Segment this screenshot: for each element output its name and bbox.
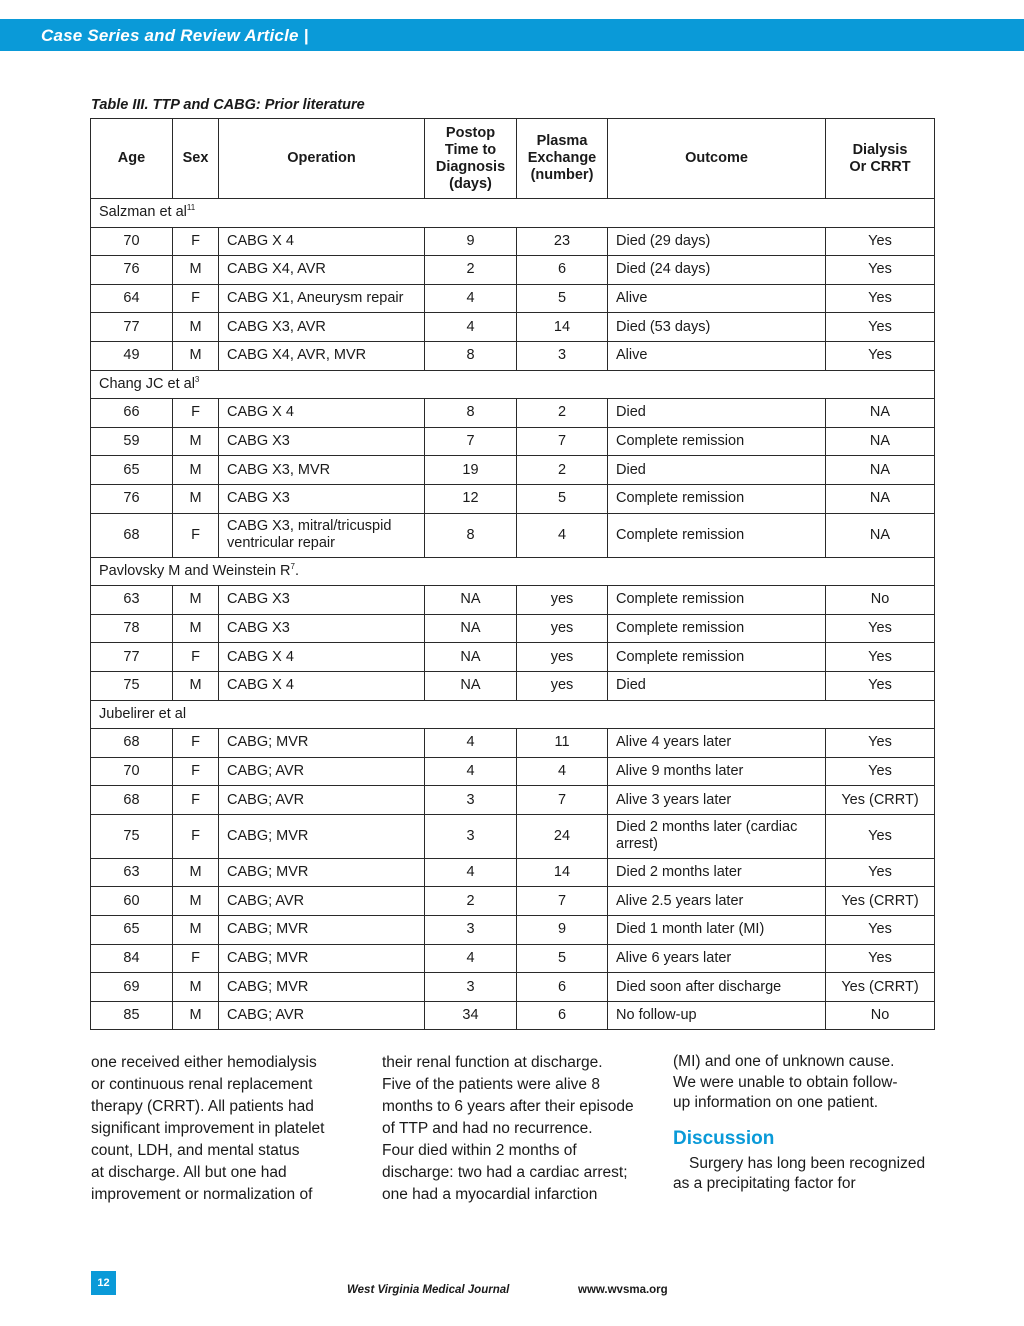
cell-operation: CABG; MVR bbox=[219, 814, 425, 858]
cell-age: 65 bbox=[91, 456, 173, 485]
body-column-1 bbox=[91, 1052, 351, 1206]
cell-sex: M bbox=[173, 614, 219, 643]
reference-number: 3 bbox=[194, 375, 200, 385]
cell-sex: M bbox=[173, 456, 219, 485]
cell-plasma: 6 bbox=[517, 1001, 608, 1030]
cell-outcome: Died 2 months later (cardiac arrest) bbox=[608, 814, 826, 858]
col-header-dialysis bbox=[826, 119, 935, 199]
cell-outcome: Alive 6 years later bbox=[608, 944, 826, 973]
cell-plasma: 7 bbox=[517, 427, 608, 456]
table-row bbox=[91, 284, 935, 313]
col-header-plasma bbox=[517, 119, 608, 199]
body-line: months to 6 years after their episode bbox=[382, 1098, 634, 1115]
cell-postop: 34 bbox=[425, 1001, 517, 1030]
table-row bbox=[91, 916, 935, 945]
body-line: one received either hemodialysis bbox=[91, 1054, 317, 1071]
cell-outcome: Died bbox=[608, 456, 826, 485]
cell-postop: 3 bbox=[425, 973, 517, 1002]
table-body bbox=[91, 199, 935, 1030]
cell-plasma: 2 bbox=[517, 399, 608, 428]
cell-sex: M bbox=[173, 887, 219, 916]
table-row bbox=[91, 887, 935, 916]
cell-sex: F bbox=[173, 399, 219, 428]
cell-outcome: Complete remission bbox=[608, 484, 826, 513]
page-number: 12 bbox=[91, 1271, 116, 1295]
footer-url[interactable]: www.wvsma.org bbox=[578, 1284, 668, 1296]
cell-postop: 8 bbox=[425, 341, 517, 370]
table-row bbox=[91, 614, 935, 643]
cell-dialysis: Yes bbox=[826, 814, 935, 858]
reference-number: 7 bbox=[290, 562, 295, 571]
cell-outcome: Died (53 days) bbox=[608, 313, 826, 342]
cell-dialysis: NA bbox=[826, 456, 935, 485]
cell-operation: CABG X4, AVR, MVR bbox=[219, 341, 425, 370]
cell-postop: 4 bbox=[425, 729, 517, 758]
col-header-outcome: Outcome bbox=[608, 119, 826, 199]
cell-plasma: 4 bbox=[517, 513, 608, 557]
study-name: Chang JC et al bbox=[99, 375, 195, 392]
cell-operation: CABG X3 bbox=[219, 586, 425, 615]
body-column-3 bbox=[673, 1052, 943, 1195]
cell-postop: 3 bbox=[425, 916, 517, 945]
cell-outcome: Died 1 month later (MI) bbox=[608, 916, 826, 945]
group-row bbox=[91, 370, 935, 399]
cell-outcome: Died bbox=[608, 399, 826, 428]
study-name-suffix: . bbox=[294, 562, 300, 579]
cell-outcome: Complete remission bbox=[608, 614, 826, 643]
cell-operation: CABG; MVR bbox=[219, 944, 425, 973]
cell-outcome: Complete remission bbox=[608, 643, 826, 672]
cell-age: 76 bbox=[91, 256, 173, 285]
group-row bbox=[91, 700, 935, 729]
cell-age: 75 bbox=[91, 814, 173, 858]
cell-postop: 12 bbox=[425, 484, 517, 513]
cell-outcome: Alive bbox=[608, 284, 826, 313]
cell-dialysis: Yes bbox=[826, 858, 935, 887]
cell-operation: CABG X3 bbox=[219, 484, 425, 513]
dialysis-line: Or CRRT bbox=[849, 158, 911, 175]
body-line: as a precipitating factor for bbox=[673, 1175, 856, 1192]
cell-dialysis: Yes bbox=[826, 313, 935, 342]
cell-age: 66 bbox=[91, 399, 173, 428]
cell-age: 78 bbox=[91, 614, 173, 643]
body-line: improvement or normalization of bbox=[91, 1186, 313, 1203]
cell-outcome: Alive 9 months later bbox=[608, 757, 826, 786]
cell-age: 63 bbox=[91, 858, 173, 887]
cell-postop: 4 bbox=[425, 944, 517, 973]
cell-dialysis: NA bbox=[826, 427, 935, 456]
cell-outcome: Alive 3 years later bbox=[608, 786, 826, 815]
cell-operation: CABG X1, Aneurysm repair bbox=[219, 284, 425, 313]
cell-outcome: Died (29 days) bbox=[608, 227, 826, 256]
cell-postop: 7 bbox=[425, 427, 517, 456]
table-row bbox=[91, 227, 935, 256]
cell-age: 70 bbox=[91, 227, 173, 256]
table-row bbox=[91, 427, 935, 456]
cell-operation: CABG X3, MVR bbox=[219, 456, 425, 485]
cell-operation: CABG X 4 bbox=[219, 643, 425, 672]
cell-outcome: Died 2 months later bbox=[608, 858, 826, 887]
cell-age: 60 bbox=[91, 887, 173, 916]
postop-line: (days) bbox=[449, 175, 492, 192]
cell-sex: M bbox=[173, 256, 219, 285]
plasma-line: Plasma bbox=[536, 133, 588, 149]
cell-age: 76 bbox=[91, 484, 173, 513]
cell-operation: CABG; AVR bbox=[219, 786, 425, 815]
cell-dialysis: Yes (CRRT) bbox=[826, 887, 935, 916]
cell-operation: CABG; MVR bbox=[219, 973, 425, 1002]
body-line: We were unable to obtain follow- bbox=[673, 1073, 898, 1091]
cell-postop: 4 bbox=[425, 858, 517, 887]
body-column-2 bbox=[382, 1052, 642, 1206]
table-header-row bbox=[91, 119, 935, 199]
body-line: therapy (CRRT). All patients had bbox=[91, 1098, 314, 1115]
table-caption: Table III. TTP and CABG: Prior literature bbox=[91, 97, 365, 113]
cell-dialysis: Yes bbox=[826, 227, 935, 256]
cell-operation: CABG X 4 bbox=[219, 399, 425, 428]
cell-dialysis: Yes bbox=[826, 757, 935, 786]
cell-operation: CABG X3 bbox=[219, 427, 425, 456]
cell-postop: 8 bbox=[425, 399, 517, 428]
section-title: Case Series and Review Article | bbox=[41, 26, 309, 45]
cell-dialysis: NA bbox=[826, 399, 935, 428]
body-line: their renal function at discharge. bbox=[382, 1054, 603, 1071]
cell-dialysis: Yes bbox=[826, 284, 935, 313]
cell-dialysis: Yes bbox=[826, 341, 935, 370]
cell-outcome: Died (24 days) bbox=[608, 256, 826, 285]
cell-age: 68 bbox=[91, 786, 173, 815]
cell-sex: F bbox=[173, 814, 219, 858]
cell-postop: NA bbox=[425, 671, 517, 700]
table-row bbox=[91, 399, 935, 428]
cell-sex: M bbox=[173, 586, 219, 615]
body-line: discharge: two had a cardiac arrest; bbox=[382, 1164, 628, 1181]
dialysis-line: Dialysis bbox=[852, 141, 908, 158]
cell-plasma: 5 bbox=[517, 484, 608, 513]
cell-plasma: yes bbox=[517, 671, 608, 700]
cell-dialysis: Yes bbox=[826, 729, 935, 758]
cell-dialysis: No bbox=[826, 586, 935, 615]
cell-plasma: 7 bbox=[517, 887, 608, 916]
table-row bbox=[91, 341, 935, 370]
cell-plasma: 9 bbox=[517, 916, 608, 945]
cell-plasma: 6 bbox=[517, 256, 608, 285]
cell-sex: M bbox=[173, 1001, 219, 1030]
discussion-heading: Discussion bbox=[673, 1127, 775, 1149]
cell-sex: M bbox=[173, 427, 219, 456]
table-row bbox=[91, 256, 935, 285]
cell-postop: 4 bbox=[425, 757, 517, 786]
table-row bbox=[91, 313, 935, 342]
body-line: count, LDH, and mental status bbox=[91, 1142, 300, 1159]
cell-operation: CABG X 4 bbox=[219, 671, 425, 700]
cell-plasma: 6 bbox=[517, 973, 608, 1002]
cell-outcome: Died soon after discharge bbox=[608, 973, 826, 1002]
cell-postop: NA bbox=[425, 586, 517, 615]
cell-plasma: 14 bbox=[517, 313, 608, 342]
cell-postop: 4 bbox=[425, 313, 517, 342]
cell-postop: 2 bbox=[425, 256, 517, 285]
col-header-postop bbox=[425, 119, 517, 199]
study-group-label bbox=[91, 199, 935, 228]
cell-dialysis: Yes bbox=[826, 944, 935, 973]
cell-dialysis: Yes bbox=[826, 671, 935, 700]
cell-dialysis: Yes bbox=[826, 643, 935, 672]
body-line: Surgery has long been recognized bbox=[689, 1154, 926, 1172]
cell-outcome: Died bbox=[608, 671, 826, 700]
cell-age: 70 bbox=[91, 757, 173, 786]
cell-outcome: Complete remission bbox=[608, 427, 826, 456]
cell-outcome: Alive 2.5 years later bbox=[608, 887, 826, 916]
table-row bbox=[91, 456, 935, 485]
cell-age: 63 bbox=[91, 586, 173, 615]
col-header-sex: Sex bbox=[173, 119, 219, 199]
cell-sex: F bbox=[173, 729, 219, 758]
cell-sex: F bbox=[173, 284, 219, 313]
table-row bbox=[91, 513, 935, 557]
cell-age: 64 bbox=[91, 284, 173, 313]
cell-postop: 3 bbox=[425, 786, 517, 815]
cell-plasma: 3 bbox=[517, 341, 608, 370]
cell-age: 75 bbox=[91, 671, 173, 700]
table-row bbox=[91, 729, 935, 758]
table-row bbox=[91, 1001, 935, 1030]
cell-age: 84 bbox=[91, 944, 173, 973]
cell-plasma: yes bbox=[517, 643, 608, 672]
cell-outcome: No follow-up bbox=[608, 1001, 826, 1030]
body-line: Four died within 2 months of bbox=[382, 1142, 577, 1159]
study-group-label bbox=[91, 700, 935, 729]
cell-sex: M bbox=[173, 313, 219, 342]
col-header-age: Age bbox=[91, 119, 173, 199]
cell-plasma: yes bbox=[517, 586, 608, 615]
cell-plasma: 11 bbox=[517, 729, 608, 758]
postop-line: Diagnosis bbox=[435, 158, 506, 175]
cell-outcome: Complete remission bbox=[608, 586, 826, 615]
cell-outcome: Alive 4 years later bbox=[608, 729, 826, 758]
cell-postop: 2 bbox=[425, 887, 517, 916]
cell-sex: M bbox=[173, 916, 219, 945]
study-group-label bbox=[91, 370, 935, 399]
cell-operation: CABG X3 bbox=[219, 614, 425, 643]
cell-age: 85 bbox=[91, 1001, 173, 1030]
study-name: Salzman et al bbox=[99, 204, 187, 221]
cell-dialysis: Yes (CRRT) bbox=[826, 973, 935, 1002]
cell-operation: CABG X3, AVR bbox=[219, 313, 425, 342]
table-row bbox=[91, 671, 935, 700]
cell-dialysis: Yes bbox=[826, 256, 935, 285]
table-row bbox=[91, 757, 935, 786]
cell-dialysis: Yes bbox=[826, 916, 935, 945]
group-row bbox=[91, 199, 935, 228]
footer-journal-name: West Virginia Medical Journal bbox=[347, 1284, 510, 1296]
cell-outcome: Complete remission bbox=[608, 513, 826, 557]
cell-sex: M bbox=[173, 341, 219, 370]
cell-outcome: Alive bbox=[608, 341, 826, 370]
cell-age: 69 bbox=[91, 973, 173, 1002]
body-line: Five of the patients were alive 8 bbox=[382, 1076, 600, 1093]
table-row bbox=[91, 973, 935, 1002]
cell-sex: F bbox=[173, 643, 219, 672]
cell-sex: F bbox=[173, 513, 219, 557]
cell-sex: F bbox=[173, 786, 219, 815]
cell-postop: 19 bbox=[425, 456, 517, 485]
body-line: one had a myocardial infarction bbox=[382, 1186, 598, 1203]
cell-operation: CABG; AVR bbox=[219, 1001, 425, 1030]
cell-dialysis: NA bbox=[826, 484, 935, 513]
cell-operation: CABG X4, AVR bbox=[219, 256, 425, 285]
reference-number: 11 bbox=[186, 203, 196, 213]
cell-dialysis: NA bbox=[826, 513, 935, 557]
postop-line: Time to bbox=[444, 141, 497, 158]
cell-sex: M bbox=[173, 858, 219, 887]
cell-operation: CABG; MVR bbox=[219, 858, 425, 887]
cell-operation: CABG; MVR bbox=[219, 916, 425, 945]
cell-operation: CABG; MVR bbox=[219, 729, 425, 758]
cell-plasma: 4 bbox=[517, 757, 608, 786]
body-line: (MI) and one of unknown cause. bbox=[673, 1053, 895, 1070]
group-row bbox=[91, 557, 935, 586]
cell-sex: F bbox=[173, 944, 219, 973]
cell-age: 59 bbox=[91, 427, 173, 456]
cell-age: 77 bbox=[91, 643, 173, 672]
cell-dialysis: Yes bbox=[826, 614, 935, 643]
table-row bbox=[91, 643, 935, 672]
cell-operation: CABG; AVR bbox=[219, 887, 425, 916]
cell-age: 49 bbox=[91, 341, 173, 370]
table-row bbox=[91, 858, 935, 887]
cell-age: 77 bbox=[91, 313, 173, 342]
cell-sex: F bbox=[173, 757, 219, 786]
cell-dialysis: Yes (CRRT) bbox=[826, 786, 935, 815]
header-banner bbox=[0, 19, 1024, 51]
body-line: or continuous renal replacement bbox=[91, 1076, 313, 1093]
table-row bbox=[91, 484, 935, 513]
cell-sex: M bbox=[173, 671, 219, 700]
cell-plasma: 5 bbox=[517, 284, 608, 313]
postop-line: Postop bbox=[445, 124, 496, 141]
table-row bbox=[91, 814, 935, 858]
cell-plasma: yes bbox=[517, 614, 608, 643]
cell-operation: CABG; AVR bbox=[219, 757, 425, 786]
table-row bbox=[91, 586, 935, 615]
cell-sex: F bbox=[173, 227, 219, 256]
study-name: Pavlovsky M and Weinstein R bbox=[99, 562, 291, 579]
body-line: up information on one patient. bbox=[673, 1094, 879, 1111]
literature-table bbox=[90, 118, 935, 1030]
cell-plasma: 5 bbox=[517, 944, 608, 973]
body-line: of TTP and had no recurrence. bbox=[382, 1120, 593, 1137]
cell-age: 68 bbox=[91, 729, 173, 758]
cell-age: 68 bbox=[91, 513, 173, 557]
cell-postop: NA bbox=[425, 643, 517, 672]
cell-sex: M bbox=[173, 973, 219, 1002]
cell-plasma: 14 bbox=[517, 858, 608, 887]
col-header-operation: Operation bbox=[219, 119, 425, 199]
plasma-line: (number) bbox=[530, 167, 594, 183]
cell-sex: M bbox=[173, 484, 219, 513]
cell-plasma: 2 bbox=[517, 456, 608, 485]
cell-postop: 8 bbox=[425, 513, 517, 557]
cell-postop: 3 bbox=[425, 814, 517, 858]
cell-operation: CABG X 4 bbox=[219, 227, 425, 256]
study-name: Jubelirer et al bbox=[99, 705, 187, 722]
cell-plasma: 23 bbox=[517, 227, 608, 256]
table-row bbox=[91, 786, 935, 815]
plasma-line: Exchange bbox=[527, 150, 597, 166]
cell-dialysis: No bbox=[826, 1001, 935, 1030]
cell-plasma: 7 bbox=[517, 786, 608, 815]
cell-age: 65 bbox=[91, 916, 173, 945]
cell-postop: 4 bbox=[425, 284, 517, 313]
cell-postop: NA bbox=[425, 614, 517, 643]
body-line: at discharge. All but one had bbox=[91, 1164, 287, 1181]
study-group-label bbox=[91, 557, 935, 586]
cell-plasma: 24 bbox=[517, 814, 608, 858]
cell-postop: 9 bbox=[425, 227, 517, 256]
table-row bbox=[91, 944, 935, 973]
body-line: significant improvement in platelet bbox=[91, 1120, 325, 1137]
cell-operation: CABG X3, mitral/tricuspid ventricular repair bbox=[219, 513, 425, 557]
